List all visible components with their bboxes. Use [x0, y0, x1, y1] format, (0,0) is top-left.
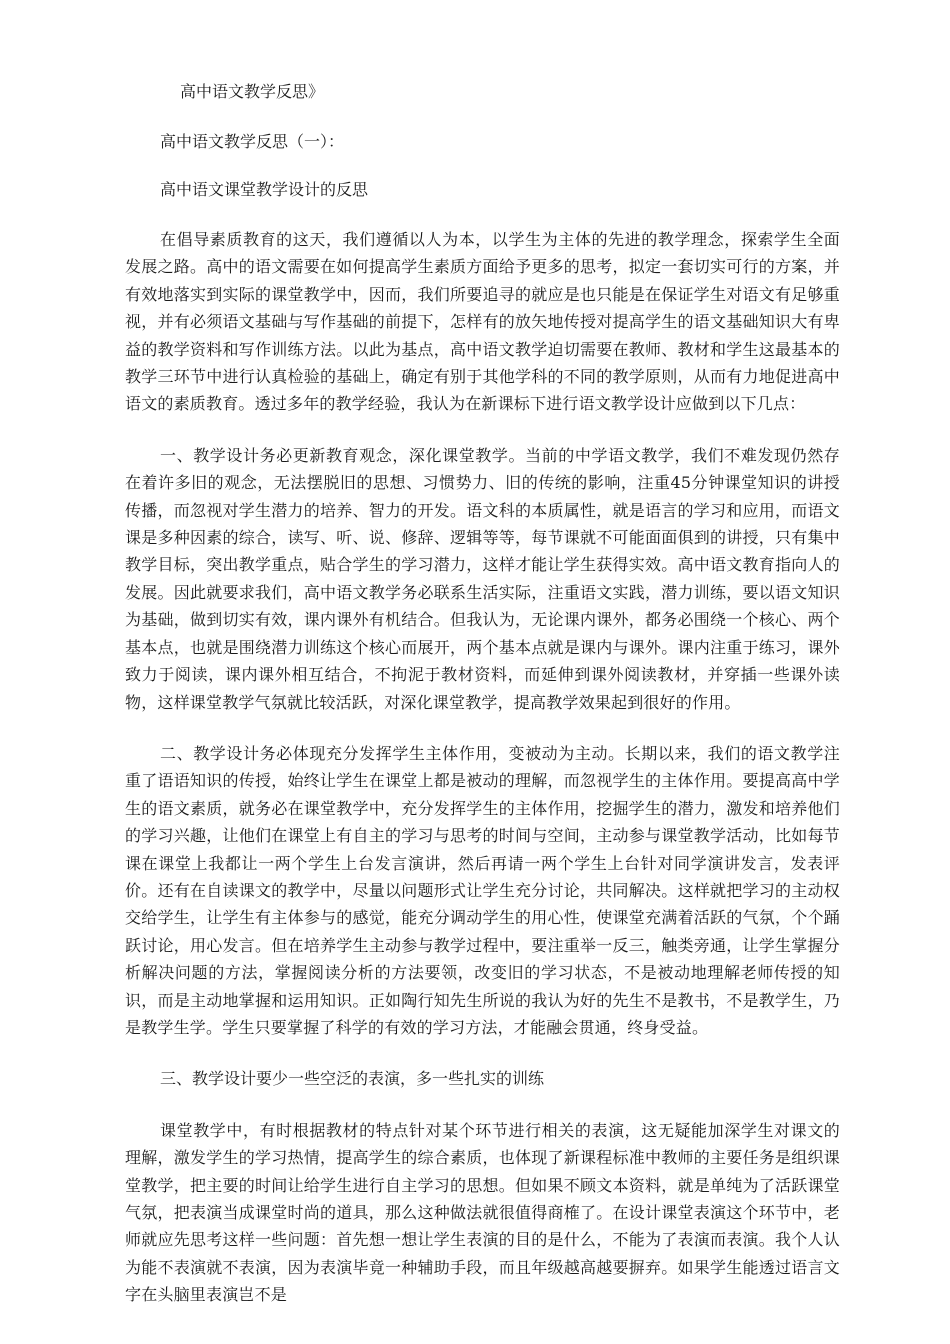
paragraph-point-3: 课堂教学中，有时根据教材的特点针对某个环节进行相关的表演，这无疑能加深学生对课文的理解，激发学生的学习热情，提高学生的综合素质，也体现了新课程标准中教师的主要任务是组织课堂教学，把主要的时间让给学生进行自主学习的思想。但如果不顾文本资料，就是单纯为了活跃课堂气氛，把表演当成课堂时尚的道具，那么这种做法就很值得商榷了。在设计课堂表演这个环节中，老师就应先思考这样一些问题：首先想一想让学生表演的目的是什么，不能为了表演而表演。我个人认为能不表演就不表演，因为表演毕竟一种辅助手段，而且年级越高越要摒弃。如果学生能透过语言文字在头脑里表演岂不是 — [125, 1120, 840, 1305]
paragraph-point-2: 二、教学设计务必体现充分发挥学生主体作用，变被动为主动。长期以来，我们的语文教学注重了语语知识的传授，始终让学生在课堂上都是被动的理解，而忽视学生的主体作用。要提高高中学生的语文素质，就务必在课堂教学中，充分发挥学生的主体作用，挖掘学生的潜力，激发和培养他们的学习兴趣，让他们在课堂上有自主的学习与思考的时间与空间，主动参与课堂教学活动，比如每节课在课堂上我都让一两个学生上台发言演讲，然后再请一两个学生上台针对同学演讲发言，发表评价。还有在自读课文的教学中，尽量以问题形式让学生充分讨论，共同解决。这样就把学习的主动权交给学生，让学生有主体参与的感觉，能充分调动学生的用心性，使课堂充满着活跃的气氛，个个踊跃讨论，用心发言。但在培养学生主动参与教学过程中，要注重举一反三，触类旁通，让学生掌握分析解决问题的方法，掌握阅读分析的方法要领，改变旧的学习状态，不是被动地理解老师传授的知识，而是主动地掌握和运用知识。正如陶行知先生所说的我认为好的先生不是教书，不是教学生，乃是教学生学。学生只要掌握了科学的有效的学习方法，才能融会贯通，终身受益。 — [125, 743, 840, 1037]
document-subtitle-1: 高中语文教学反思（一）： — [160, 132, 345, 151]
section-heading-point-3: 三、教学设计要少一些空泛的表演，多一些扎实的训练 — [160, 1069, 545, 1089]
paragraph-point-1: 一、教学设计务必更新教育观念，深化课堂教学。当前的中学语文教学，我们不难发现仍然存在着许多旧的观念，无法摆脱旧的思想、习惯势力、旧的传统的影响，注重45分钟课堂知识的讲授传播，而忽视对学生潜力的培养、智力的开发。语文科的本质属性，就是语言的学习和应用，而语文课是多种因素的综合，读写、听、说、修辞、逻辑等等，每节课就不可能面面俱到的讲授，只有集中教学目标，突出教学重点，贴合学生的学习潜力，这样才能让学生获得实效。高中语文教育指向人的发展。因此就要求我们，高中语文教学务必联系生活实际，注重语文实践，潜力训练，要以语文知识为基础，做到切实有效，课内课外有机结合。但我认为，无论课内课外，都务必围绕一个核心、两个基本点，也就是围绕潜力训练这个核心而展开，两个基本点就是课内与课外。课内注重于练习，课外致力于阅读，课内课外相互结合，不拘泥于教材资料，而延伸到课外阅读教材，并穿插一些课外读物，这样课堂教学气氛就比较活跃，对深化课堂教学，提高教学效果起到很好的作用。 — [125, 445, 840, 712]
document-subtitle-2: 高中语文课堂教学设计的反思 — [160, 180, 369, 199]
document-title: 高中语文教学反思》 — [180, 82, 325, 101]
paragraph-intro: 在倡导素质教育的这天，我们遵循以人为本，以学生为主体的先进的教学理念，探索学生全面发展之路。高中的语文需要在如何提高学生素质方面给予更多的思考，拟定一套切实可行的方案，并有效地落实到实际的课堂教学中，因而，我们所要追寻的就应是也只能是在保证学生对语文有足够重视，并有必须语文基础与写作基础的前提下，怎样有的放矢地传授对提高学生的语文基础知识大有卑益的教学资料和写作训练方法。以此为基点，高中语文教学迫切需要在教师、教材和学生这最基本的教学三环节中进行认真检验的基础上，确定有别于其他学科的不同的教学原则，从而有力地促进高中语文的素质教育。透过多年的教学经验，我认为在新课标下进行语文教学设计应做到以下几点： — [125, 230, 840, 414]
document-page — [125, 78, 840, 1309]
